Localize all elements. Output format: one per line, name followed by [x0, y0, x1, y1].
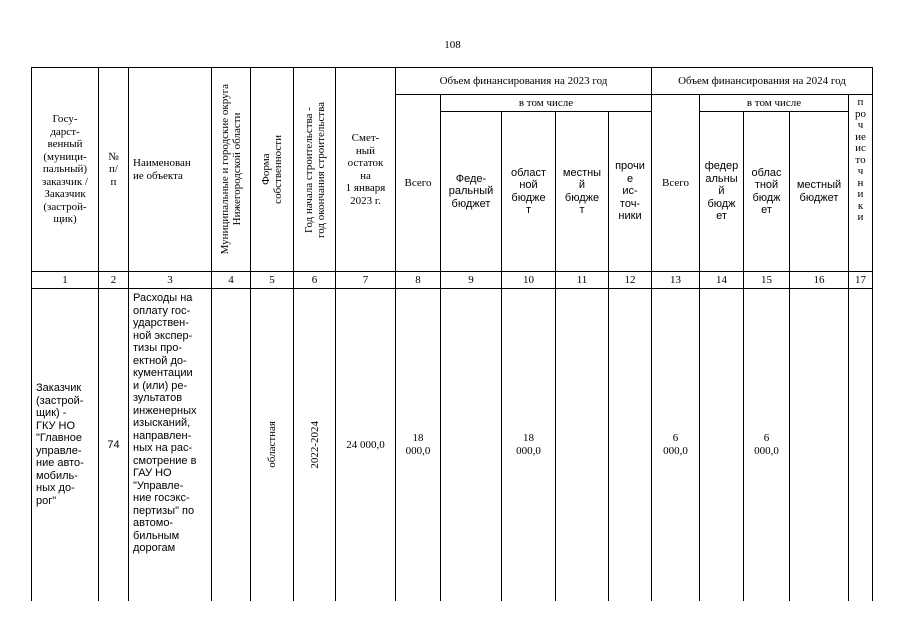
row-construction-years: 2022-2024 [294, 289, 336, 601]
column-number: 10 [502, 272, 556, 289]
header-regional-2023: област ной бюдже т [502, 112, 556, 272]
column-number: 9 [441, 272, 502, 289]
column-number: 5 [251, 272, 294, 289]
row-customer: Заказчик (застрой- щик) - ГКУ НО "Главное управле- ние авто- мобиль- ных до- рог" [32, 289, 99, 601]
header-total-2024: Всего [652, 95, 700, 272]
row-number: 74 [99, 289, 129, 601]
column-number: 8 [396, 272, 441, 289]
header-federal-2023: Феде- ральный бюджет [441, 112, 502, 272]
header-estimate-balance: Смет- ный остаток на 1 января 2023 г. [336, 68, 396, 272]
header-other-2024: п ро ч ие ис то ч н и к и [849, 95, 873, 272]
header-funding-2024: Объем финансирования на 2024 год [652, 68, 873, 95]
row-total-2023: 18 000,0 [396, 289, 441, 601]
header-including-2024: в том числе [700, 95, 849, 112]
column-number: 11 [556, 272, 609, 289]
row-federal-2023 [441, 289, 502, 601]
row-other-2023 [609, 289, 652, 601]
column-numbers-row [32, 272, 873, 289]
header-including-2023: в том числе [441, 95, 652, 112]
row-other-2024 [849, 289, 873, 601]
column-number: 3 [129, 272, 212, 289]
header-other-2023: прочи е ис- точ- ники [609, 112, 652, 272]
header-object-name: Наименован ие объекта [129, 68, 212, 272]
table-row [32, 289, 873, 601]
header-construction-years: Год начала строительства - год окончания строительства [294, 68, 336, 272]
row-regional-2023: 18 000,0 [502, 289, 556, 601]
column-number: 16 [790, 272, 849, 289]
header-ownership: Форма собственности [251, 68, 294, 272]
column-number: 7 [336, 272, 396, 289]
header-local-2023: местны й бюдже т [556, 112, 609, 272]
header-local-2024: местный бюджет [790, 112, 849, 272]
column-number: 2 [99, 272, 129, 289]
row-estimate-balance: 24 000,0 [336, 289, 396, 601]
header-funding-2023: Объем финансирования на 2023 год [396, 68, 652, 95]
page-number: 108 [444, 39, 461, 51]
row-federal-2024 [700, 289, 744, 601]
column-number: 4 [212, 272, 251, 289]
header-municipality: Муниципальные и городские округа Нижегородской области [212, 68, 251, 272]
header-number: № п/ п [99, 68, 129, 272]
row-total-2024: 6 000,0 [652, 289, 700, 601]
column-number: 13 [652, 272, 700, 289]
column-number: 15 [744, 272, 790, 289]
column-number: 17 [849, 272, 873, 289]
column-number: 1 [32, 272, 99, 289]
column-number: 12 [609, 272, 652, 289]
row-object-name: Расходы на оплату гос- ударствен- ной экспер- тизы про- ектной до- кументации и (или) ре- зультатов инженерных изысканий, направлен- ных на рас- смотрение в ГАУ НО "Управле- ние госэкс- пертизы" по автомо- бильным дорогам [129, 289, 212, 601]
row-ownership: областная [251, 289, 294, 601]
row-local-2023 [556, 289, 609, 601]
header-total-2023: Всего [396, 95, 441, 272]
column-number: 6 [294, 272, 336, 289]
header-federal-2024: федер альны й бюдж ет [700, 112, 744, 272]
row-regional-2024: 6 000,0 [744, 289, 790, 601]
budget-table [31, 67, 873, 601]
header-customer: Госу- дарст- венный (муници- пальный) заказчик / Заказчик (застрой- щик) [32, 68, 99, 272]
column-number: 14 [700, 272, 744, 289]
row-local-2024 [790, 289, 849, 601]
header-regional-2024: облас тной бюдж ет [744, 112, 790, 272]
row-municipality [212, 289, 251, 601]
